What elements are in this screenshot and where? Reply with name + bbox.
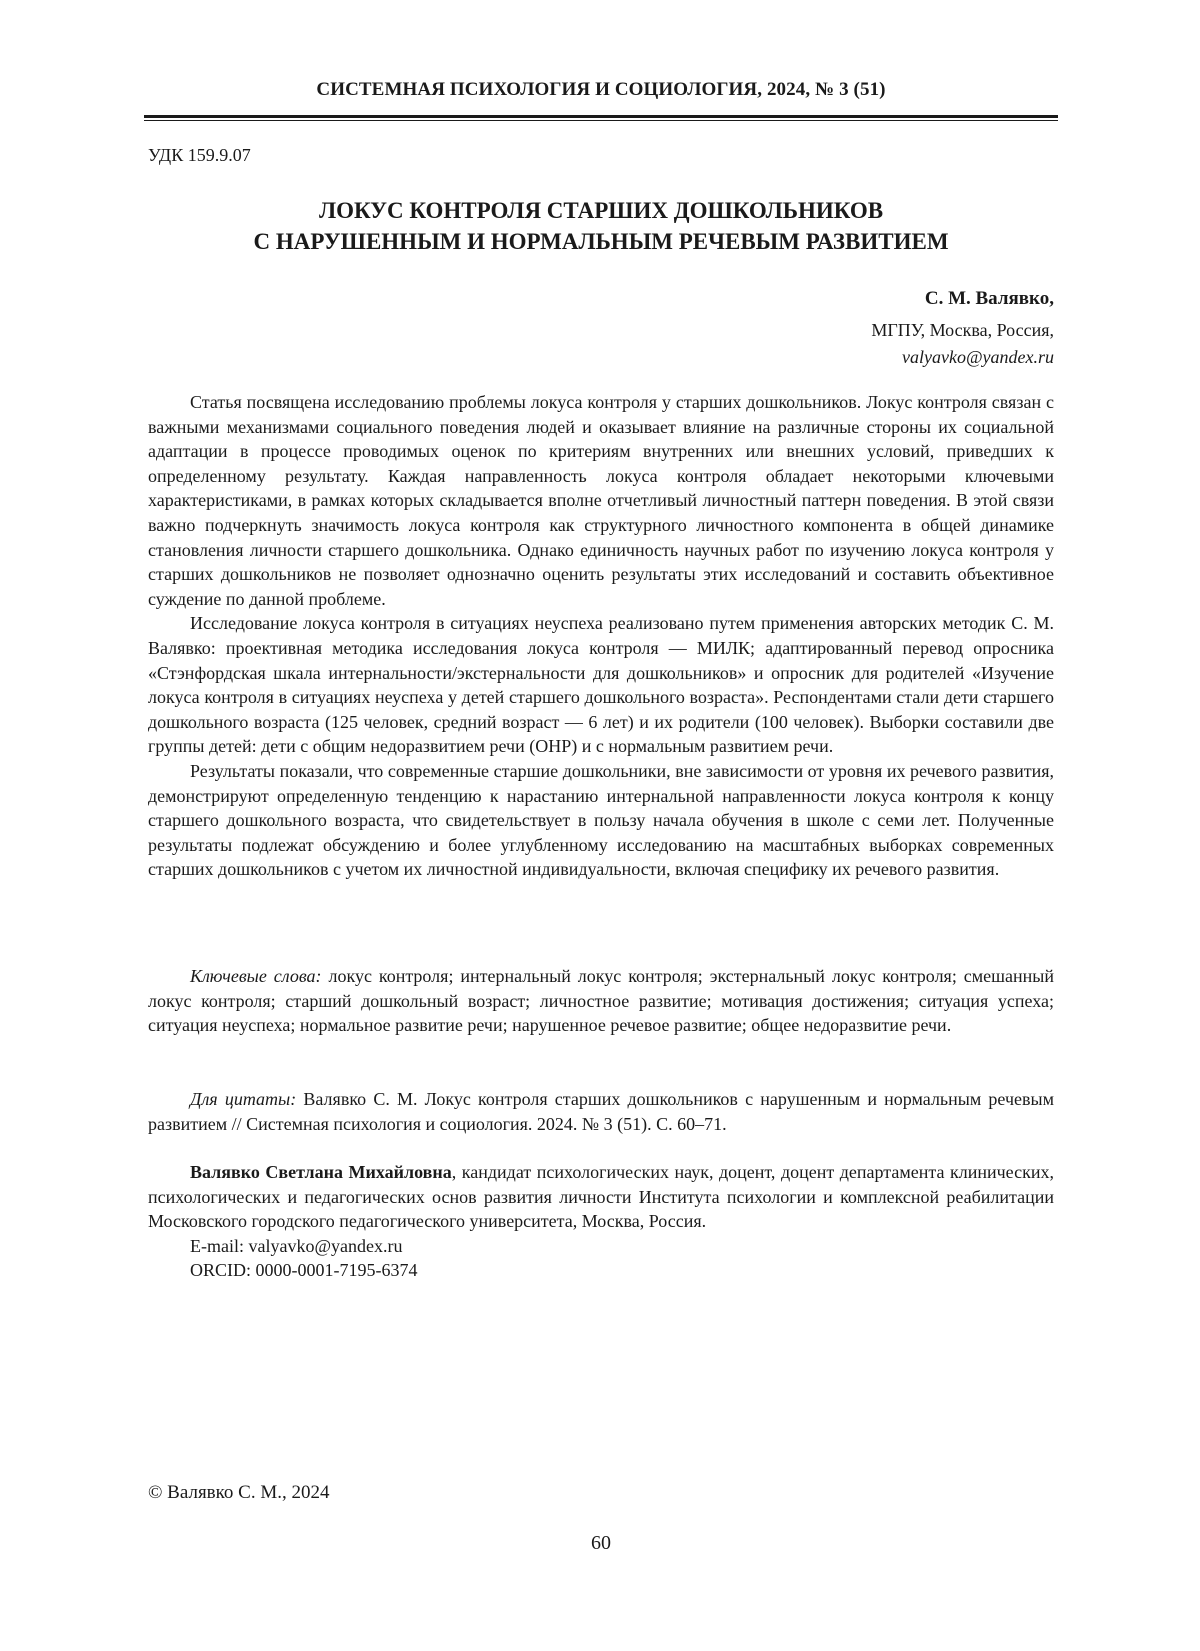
abstract-paragraph: Статья посвящена исследованию проблемы локуса контроля у старших дошкольников. Локус контроля связан с важными механизмами социального поведения людей и оказывает влияние на различные стороны их социальной адаптации в процессе проводимых оценок по критериям внутренних или внешних условий, приведших к определенному результату. Каждая направленность локуса контроля обладает некоторыми ключевыми характеристиками, в рамках которых складывается вполне отчетливый личностный паттерн поведения. В этой связи важно подчеркнуть значимость локуса контроля как структурного личностного компонента в общей динамике становления личности старшего дошкольника. Однако единичность научных работ по изучению локуса контроля у старших дошкольников не позволяет однозначно оценить результаты этих исследований и составить объективное суждение по данной проблеме.: [148, 390, 1054, 611]
abstract-paragraph: Исследование локуса контроля в ситуациях неуспеха реализовано путем применения авторских методик С. М. Валявко: проективная методика исследования локуса контроля — МИЛК; адаптированный перевод опросника «Стэнфордская шкала интернальности/экстернальности для дошкольников» и опросник для родителей «Изучение локуса контроля в ситуациях неуспеха у детей старшего дошкольного возраста». Респондентами стали дети старшего дошкольного возраста (125 человек, средний возраст — 6 лет) и их родители (100 человек). Выборки составили две группы детей: дети с общим недоразвитием речи (ОНР) и с нормальным развитием речи.: [148, 611, 1054, 759]
udk-code: УДК 159.9.07: [148, 145, 251, 166]
bio-name: Валявко Светлана Михайловна: [190, 1162, 452, 1182]
citation: [148, 1087, 1054, 1136]
author-affiliation: МГПУ, Москва, Россия,: [871, 317, 1054, 344]
bio-text: , кандидат психологических наук, доцент, доцент департамента клинических, психологических и педагогических основ развития личности Института психологии и комплексной реабилитации Московского городского педагогического университета, Москва, Россия.: [148, 1162, 1054, 1231]
author-name: С. М. Валявко,: [871, 285, 1054, 312]
article-title: [148, 195, 1054, 257]
abstract-paragraph: Результаты показали, что современные старшие дошкольники, вне зависимости от уровня их речевого развития, демонстрируют определенную тенденцию к нарастанию интернальной направленности локуса контроля к концу старшего дошкольного возраста, что свидетельствует в пользу начала обучения в школе с семи лет. Полученные результаты подлежат обсуждению и более углубленному исследованию на масштабных выборках современных старших дошкольников с учетом их личностной индивидуальности, включая специфику их речевого развития.: [148, 759, 1054, 882]
bio-email: E-mail: valyavko@yandex.ru: [148, 1234, 1054, 1259]
title-line-1: ЛОКУС КОНТРОЛЯ СТАРШИХ ДОШКОЛЬНИКОВ: [148, 195, 1054, 226]
copyright: © Валявко С. М., 2024: [148, 1482, 329, 1504]
bio-paragraph: [148, 1160, 1054, 1234]
page-number: 60: [148, 1532, 1054, 1555]
keywords: [148, 964, 1054, 1038]
bio-orcid: ORCID: 0000-0001-7195-6374: [148, 1258, 1054, 1283]
abstract: [148, 390, 1054, 882]
keywords-text: локус контроля; интернальный локус контроля; экстернальный локус контроля; смешанный локус контроля; старший дошкольный возраст; личностное развитие; мотивация достижения; ситуация успеха; ситуация неуспеха; нормальное развитие речи; нарушенное речевое развитие; общее недоразвитие речи.: [148, 966, 1054, 1035]
author-bio: [148, 1160, 1054, 1283]
header-rule-thin: [144, 120, 1058, 121]
title-line-2: С НАРУШЕННЫМ И НОРМАЛЬНЫМ РЕЧЕВЫМ РАЗВИТИЕМ: [148, 226, 1054, 257]
header-rule-thick: [144, 115, 1058, 118]
journal-page: [148, 0, 1054, 1651]
citation-label: Для цитаты:: [190, 1089, 296, 1109]
author-email: valyavko@yandex.ru: [871, 344, 1054, 371]
running-head: СИСТЕМНАЯ ПСИХОЛОГИЯ И СОЦИОЛОГИЯ, 2024, № 3 (51): [148, 79, 1054, 101]
author-block: [871, 285, 1054, 371]
keywords-label: Ключевые слова:: [190, 966, 322, 986]
citation-text: Валявко С. М. Локус контроля старших дошкольников с нарушенным и нормальным речевым развитием // Системная психология и социология. 2024. № 3 (51). С. 60–71.: [148, 1089, 1054, 1134]
